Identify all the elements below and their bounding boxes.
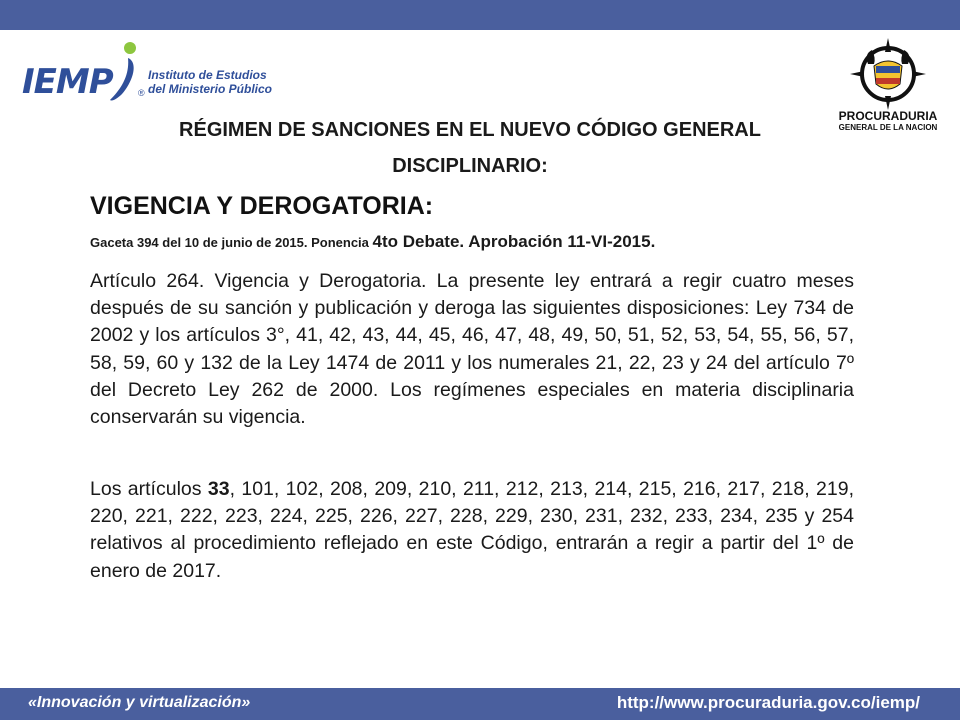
iemp-logo [20, 40, 273, 110]
iemp-subtitle-line2: del Ministerio Público [148, 82, 273, 96]
procuraduria-logo [838, 36, 938, 146]
procuraduria-text [838, 110, 938, 134]
gaceta-reference: Gaceta 394 del 10 de junio de 2015. Ponencia [90, 235, 373, 250]
articles-effective-paragraph [90, 476, 854, 585]
gaceta-line [90, 232, 655, 252]
gaceta-debate: 4to Debate. Aprobación 11-VI-2015. [372, 232, 656, 251]
footer-slogan: «Innovación y virtualización» [28, 694, 251, 711]
footer-url-link[interactable]: http://www.procuraduria.gov.co/iemp/ [616, 693, 920, 712]
procuraduria-line1: PROCURADURIA [838, 109, 938, 123]
iemp-registered-mark: ® [138, 88, 145, 98]
footer-bar [0, 688, 960, 720]
paragraph2-start: Los artículos [90, 478, 208, 500]
iemp-subtitle-line1: Instituto de Estudios [148, 68, 267, 82]
procuraduria-line2: GENERAL DE LA NACION [838, 123, 938, 132]
section-heading: VIGENCIA Y DEROGATORIA: [90, 192, 434, 220]
slide-title: RÉGIMEN DE SANCIONES EN EL NUEVO CÓDIGO GENERAL DISCIPLINARIO: [179, 119, 761, 177]
paragraph2-rest: , 101, 102, 208, 209, 210, 211, 212, 213, 214, 215, 216, 217, 218, 219, 220, 221, 222, 223, 224, 225, 226, 227, 228, 229, 230, 231, 232, 233, 234, 235 y 254 relativos al procedimiento reflejado en este Código, entrarán a regir a partir del 1º de enero de 2017. [90, 478, 854, 582]
paragraph2-bold-number: 33 [207, 478, 230, 500]
procuraduria-emblem-icon [838, 36, 938, 112]
article-264-paragraph: Artículo 264. Vigencia y Derogatoria. La presente ley entrará a regir cuatro meses después de su sanción y publicación y deroga las siguientes disposiciones: Ley 734 de 2002 y los artículos 3°, 41, 42, 43, 44, 45, 46, 47, 48, 49, 50, 51, 52, 53, 54, 55, 56, 57, 58, 59, 60 y 132 de la Ley 1474 de 2011 y los numerales 21, 22, 23 y 24 del artículo 7º del Decreto Ley 262 de 2000. Los regímenes especiales en materia disciplinaria conservarán su vigencia. [90, 270, 854, 429]
iemp-subtitle [148, 68, 272, 96]
top-bar [0, 0, 960, 30]
iemp-logo-text: IEMP [22, 62, 113, 102]
